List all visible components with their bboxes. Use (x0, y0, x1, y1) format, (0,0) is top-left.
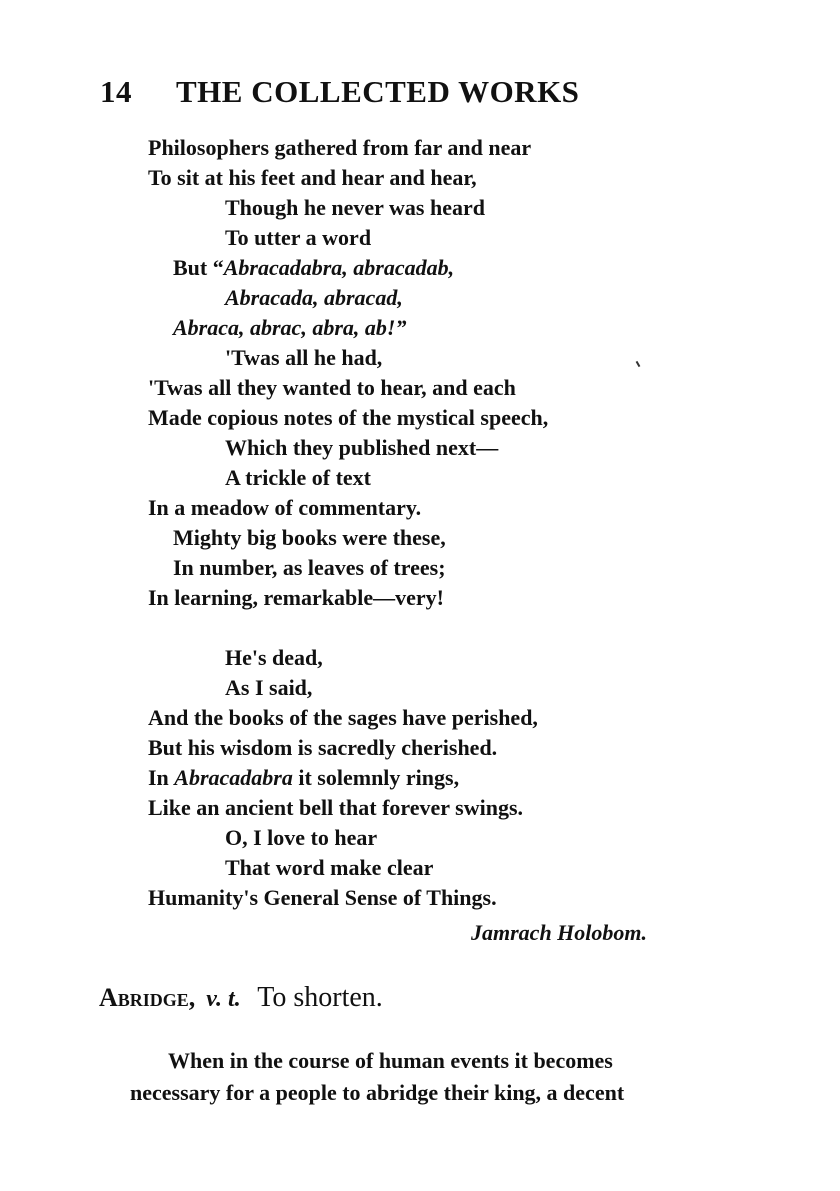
poem-signature: Jamrach Holobom. (471, 920, 648, 945)
poem-line: In learning, remarkable—very! (148, 585, 444, 610)
poem-line: Mighty big books were these, (173, 525, 446, 550)
poem-line: He's dead, (225, 645, 323, 670)
page-header (100, 74, 579, 110)
poem-line (173, 255, 454, 281)
poem-line-lead: In (148, 765, 175, 790)
poem-line: And the books of the sages have perished, (148, 705, 538, 730)
poem-line: As I said, (225, 675, 313, 700)
entry-headword: Abridge, (99, 983, 196, 1012)
dictionary-entry (99, 982, 383, 1014)
poem-incantation: Abracadabra, abracadab, (223, 255, 455, 280)
poem-line: To sit at his feet and hear and hear, (148, 165, 477, 190)
entry-part-of-speech: v. t. (206, 986, 241, 1012)
poem-line: In number, as leaves of trees; (173, 555, 446, 580)
poem-line: Humanity's General Sense of Things. (148, 885, 497, 910)
poem-line: Though he never was heard (225, 195, 485, 220)
paragraph-line: necessary for a people to abridge their king, a decent (130, 1080, 625, 1105)
poem-line: But his wisdom is sacredly cherished. (148, 735, 498, 760)
poem-line (173, 315, 406, 341)
page-number: 14 (100, 74, 132, 109)
poem-line: To utter a word (225, 225, 372, 250)
poem-line: Which they published next— (225, 435, 499, 460)
paragraph-line: When in the course of human events it becomes (168, 1048, 613, 1073)
entry-definition: To shorten. (257, 982, 383, 1013)
poem-incantation: Abracadabra (174, 765, 293, 790)
poem-line (225, 285, 403, 311)
poem-line: 'Twas all he had, (225, 345, 383, 370)
poem-line (148, 765, 459, 791)
print-speck (636, 361, 641, 367)
running-title: THE COLLECTED WORKS (176, 74, 580, 109)
poem-line: Made copious notes of the mystical speech, (148, 405, 549, 430)
poem-incantation: Abracada, abracad, (225, 285, 403, 310)
poem-line: A trickle of text (225, 465, 371, 490)
poem-line: Like an ancient bell that forever swings. (148, 795, 524, 820)
poem-line: O, I love to hear (225, 825, 378, 850)
poem-line-tail: it solemnly rings, (292, 765, 460, 790)
poem-line: In a meadow of commentary. (148, 495, 422, 520)
poem-line-lead: But “ (173, 255, 224, 280)
poem-line: Philosophers gathered from far and near (148, 135, 532, 160)
poem-incantation: Abraca, abrac, abra, ab!” (173, 315, 407, 340)
poem-line: That word make clear (225, 855, 434, 880)
poem-line: 'Twas all they wanted to hear, and each (148, 375, 516, 400)
